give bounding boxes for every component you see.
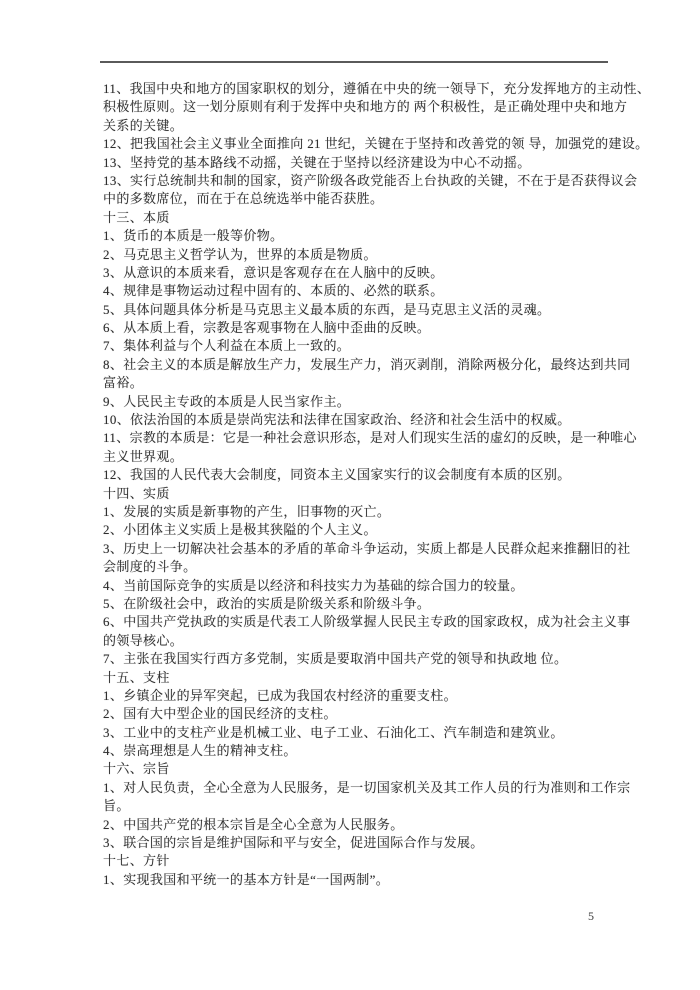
text-line: 1、对人民负责，全心全意为人民服务，是一切国家机关及其工作人员的行为准则和工作宗 bbox=[103, 779, 631, 795]
text-line: 富裕。 bbox=[103, 375, 144, 391]
text-line: 4、规律是事物运动过程中固有的、本质的、必然的联系。 bbox=[103, 283, 444, 299]
text-line: 2、国有大中型企业的国民经济的支柱。 bbox=[103, 706, 337, 722]
section-heading-shizhi: 十四、实质 bbox=[103, 485, 170, 501]
text-line: 11、宗教的本质是：它是一种社会意识形态，是对人们现实生活的虚幻的反映，是一种唯心 bbox=[103, 430, 637, 446]
text-line: 6、从本质上看，宗教是客观事物在人脑中歪曲的反映。 bbox=[103, 320, 431, 336]
section-heading-zongzhi: 十六、宗旨 bbox=[103, 761, 170, 777]
text-line: 会制度的斗争。 bbox=[103, 559, 197, 575]
text-line: 1、实现我国和平统一的基本方针是“一国两制”。 bbox=[103, 871, 390, 887]
text-line: 5、具体问题具体分析是马克思主义最本质的东西，是马克思主义活的灵魂。 bbox=[103, 301, 551, 317]
text-line: 7、主张在我国实行西方多党制，实质是要取消中国共产党的领导和执政地 位。 bbox=[103, 651, 568, 667]
text-line: 5、在阶级社会中，政治的实质是阶级关系和阶级斗争。 bbox=[103, 595, 431, 611]
text-line: 旨。 bbox=[103, 798, 130, 814]
text-line: 12、我国的人民代表大会制度，同资本主义国家实行的议会制度有本质的区别。 bbox=[103, 467, 571, 483]
text-line: 1、乡镇企业的异军突起，已成为我国农村经济的重要支柱。 bbox=[103, 687, 457, 703]
section-heading-zhizhu: 十五、支柱 bbox=[103, 669, 170, 685]
text-line: 1、货币的本质是一般等价物。 bbox=[103, 228, 284, 244]
text-line: 4、崇高理想是人生的精神支柱。 bbox=[103, 743, 297, 759]
text-line: 9、人民民主专政的本质是人民当家作主。 bbox=[103, 393, 351, 409]
text-line: 的领导核心。 bbox=[103, 632, 184, 648]
text-line: 3、联合国的宗旨是维护国际和平与安全，促进国际合作与发展。 bbox=[103, 835, 484, 851]
text-line: 4、当前国际竞争的实质是以经济和科技实力为基础的综合国力的较量。 bbox=[103, 577, 524, 593]
header-rule bbox=[100, 61, 608, 63]
text-line: 3、工业中的支柱产业是机械工业、电子工业、石油化工、汽车制造和建筑业。 bbox=[103, 724, 564, 740]
text-line: 11、我国中央和地方的国家职权的划分，遵循在中央的统一领导下，充分发挥地方的主动性、 bbox=[103, 81, 651, 96]
text-line: 关系的关键。 bbox=[103, 117, 184, 133]
text-line: 2、马克思主义哲学认为，世界的本质是物质。 bbox=[103, 246, 377, 262]
text-line: 中的多数席位，而在于在总统选举中能否获胜。 bbox=[103, 191, 384, 207]
text-line: 3、从意识的本质来看，意识是客观存在在人脑中的反映。 bbox=[103, 264, 444, 280]
text-line: 10、依法治国的本质是崇尚宪法和法律在国家政治、经济和社会生活中的权威。 bbox=[103, 412, 571, 428]
text-line: 主义世界观。 bbox=[103, 448, 184, 464]
text-line: 2、中国共产党的根本宗旨是全心全意为人民服务。 bbox=[103, 816, 404, 832]
text-block bbox=[103, 80, 651, 889]
text-line: 3、历史上一切解决社会基本的矛盾的革命斗争运动，实质上都是人民群众起来推翻旧的社 bbox=[103, 540, 631, 556]
page-number: 5 bbox=[588, 909, 594, 923]
text-line: 13、坚持党的基本路线不动摇，关键在于坚持以经济建设为中心不动摇。 bbox=[103, 154, 531, 170]
text-line: 13、实行总统制共和制的国家，资产阶级各政党能否上台执政的关键，不在于是否获得议会 bbox=[103, 172, 638, 188]
text-line: 12、把我国社会主义事业全面推向 21 世纪，关键在于坚持和改善党的领 导，加强党的建设。 bbox=[103, 136, 649, 152]
text-line: 2、小团体主义实质上是极其狭隘的个人主义。 bbox=[103, 522, 377, 538]
section-heading-fangzhen: 十七、方针 bbox=[103, 853, 170, 869]
text-line: 7、集体利益与个人利益在本质上一致的。 bbox=[103, 338, 351, 354]
text-line: 6、中国共产党执政的实质是代表工人阶级掌握人民民主专政的国家政权，成为社会主义事 bbox=[103, 614, 631, 630]
text-line: 8、社会主义的本质是解放生产力，发展生产力，消灭剥削，消除两极分化，最终达到共同 bbox=[103, 356, 631, 372]
text-line: 积极性原则。这一划分原则有利于发挥中央和地方的 两个积极性，是正确处理中央和地方 bbox=[103, 99, 628, 115]
text-line: 1、发展的实质是新事物的产生，旧事物的灭亡。 bbox=[103, 503, 391, 519]
section-heading-benzhi: 十三、本质 bbox=[103, 209, 170, 225]
